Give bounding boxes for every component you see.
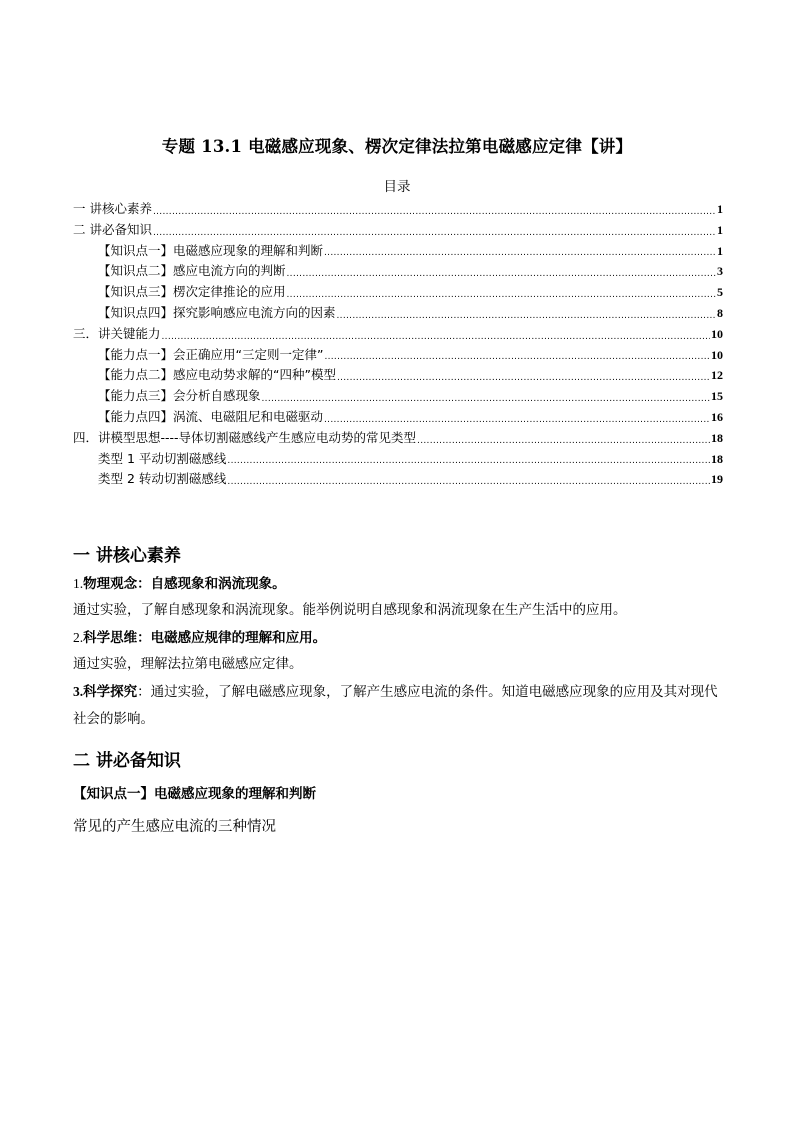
toc-entry-page: 15	[711, 389, 723, 404]
toc-entry-page: 1	[717, 222, 723, 237]
toc-entry-label: 【知识点二】感应电流方向的判断	[98, 263, 286, 279]
toc-leader-dots	[153, 204, 716, 220]
toc-leader-dots	[324, 245, 716, 261]
section-heading-essential-knowledge: 二 讲必备知识	[73, 751, 181, 771]
toc-entry-label: 一 讲核心素养	[73, 201, 152, 216]
toc-entry-label: 【知识点三】楞次定律推论的应用	[98, 284, 286, 300]
toc-entry-page: 1	[717, 202, 723, 216]
toc-entry[interactable]	[73, 407, 723, 428]
toc-entry[interactable]	[73, 324, 723, 345]
toc-entry-label: 类型 1 平动切割磁感线	[98, 450, 227, 466]
item-title	[73, 624, 723, 651]
toc-entry-label: 三．讲关键能力	[73, 325, 161, 341]
toc-leader-dots	[324, 412, 710, 428]
toc-entry-page: 16	[711, 409, 723, 424]
toc-leader-dots	[417, 433, 710, 449]
toc-entry[interactable]	[73, 449, 723, 470]
toc-entry[interactable]	[73, 261, 723, 282]
item-number: 2.	[73, 630, 84, 645]
toc-entry[interactable]	[73, 241, 723, 262]
toc-entry-label: 【能力点一】会正确应用“三定则一定律”	[98, 346, 324, 362]
toc-leader-dots	[227, 453, 710, 469]
core-literacy-body	[73, 570, 723, 733]
toc-heading: 目录	[383, 179, 411, 195]
document-title: 专题 13.1 电磁感应现象、楞次定律法拉第电磁感应定律【讲】	[161, 137, 633, 156]
toc-entry[interactable]	[73, 365, 723, 386]
toc-leader-dots	[324, 349, 710, 365]
toc-leader-dots	[337, 308, 716, 324]
item-body: 通过实验，了解自感现象和涡流现象。能举例说明自感现象和涡流现象在生产生活中的应用。	[73, 602, 627, 618]
toc-entry-page: 10	[711, 347, 723, 362]
toc-entry-page: 19	[711, 472, 723, 487]
toc-entry-label: 四．讲模型思想----导体切割磁感线产生感应电动势的常见类型	[73, 429, 417, 445]
toc-entry[interactable]	[73, 199, 723, 220]
toc-entry[interactable]	[73, 220, 723, 241]
toc-leader-dots	[287, 266, 716, 282]
item-number: 1.	[73, 576, 84, 591]
toc-entry-page: 12	[711, 368, 723, 383]
item-number: 3.	[73, 684, 84, 699]
toc-entry-label: 【知识点一】电磁感应现象的理解和判断	[98, 242, 324, 258]
table-of-contents	[73, 199, 723, 490]
toc-entry-label: 【知识点四】探究影响感应电流方向的因素	[98, 304, 336, 320]
toc-entry-page: 1	[717, 243, 723, 258]
toc-entry[interactable]	[73, 428, 723, 449]
toc-entry[interactable]	[73, 345, 723, 366]
item-title	[73, 570, 723, 597]
toc-leader-dots	[162, 329, 710, 345]
item-body-text: ：通过实验，了解电磁感应现象，了解产生感应电流的条件。知道电磁感应现象的应用及其对现代社会的影响。	[73, 684, 718, 727]
toc-entry-page: 3	[717, 264, 723, 279]
toc-entry-label: 【能力点四】涡流、电磁阻尼和电磁驱动	[98, 408, 324, 424]
section-heading-core-literacy: 一 讲核心素养	[73, 546, 181, 566]
toc-entry-page: 18	[711, 451, 723, 466]
toc-entry-label: 类型 2 转动切割磁感线	[98, 471, 227, 487]
toc-entry-page: 8	[717, 305, 723, 320]
item-title-text: 物理观念：自感现象和涡流现象。	[83, 576, 286, 592]
toc-leader-dots	[227, 474, 710, 490]
toc-entry[interactable]	[73, 282, 723, 303]
toc-entry-label: 【能力点三】会分析自感现象	[98, 388, 261, 404]
toc-leader-dots	[153, 225, 716, 241]
item-title-text: 科学思维：电磁感应规律的理解和应用。	[83, 630, 327, 646]
toc-entry-page: 10	[711, 326, 723, 341]
item-title-text: 科学探究	[83, 684, 138, 700]
toc-entry[interactable]	[73, 303, 723, 324]
toc-leader-dots	[287, 287, 716, 303]
toc-entry[interactable]	[73, 469, 723, 490]
toc-entry-page: 5	[717, 285, 723, 300]
knowledge-point-heading: 【知识点一】电磁感应现象的理解和判断	[73, 786, 316, 802]
toc-leader-dots	[337, 370, 710, 386]
toc-leader-dots	[262, 391, 710, 407]
item-body: 通过实验，理解法拉第电磁感应定律。	[73, 656, 303, 672]
toc-entry-label: 【能力点二】感应电动势求解的“四种”模型	[98, 367, 336, 383]
toc-entry-label: 二 讲必备知识	[73, 221, 152, 237]
toc-entry[interactable]	[73, 386, 723, 407]
item-paragraph	[73, 678, 723, 733]
toc-entry-page: 18	[711, 430, 723, 445]
knowledge-point-subtitle: 常见的产生感应电流的三种情况	[73, 819, 276, 835]
